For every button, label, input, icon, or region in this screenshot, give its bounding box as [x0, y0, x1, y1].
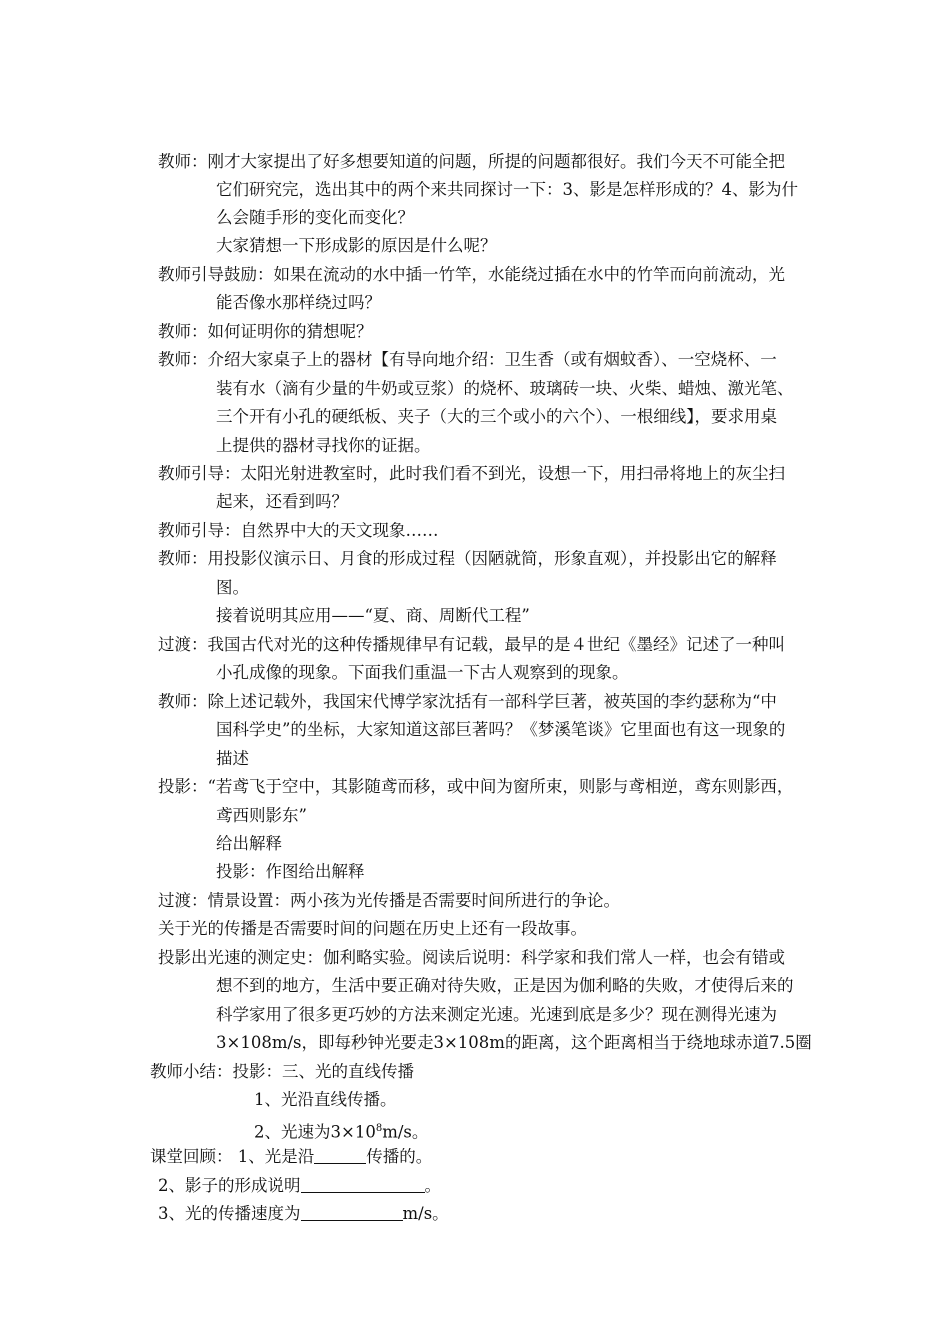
text-line: 过渡：我国古代对光的这种传播规律早有记载，最早的是４世纪《墨经》记述了一种叫: [158, 635, 785, 654]
text-line: 教师引导：自然界中大的天文现象……: [158, 521, 439, 540]
review-q3-text: 3、光的传播速度为: [158, 1204, 301, 1223]
fill-blank-3[interactable]: [301, 1204, 403, 1221]
text-line: 上提供的器材寻找你的证据。: [216, 436, 431, 455]
text-line: 教师引导鼓励：如果在流动的水中插一竹竿，水能绕过插在水中的竹竿而向前流动，光: [158, 265, 785, 284]
text-line: 教师：介绍大家桌子上的器材【有导向地介绍：卫生香（或有烟蚊香）、一空烧杯、一: [158, 350, 777, 369]
text-line: 关于光的传播是否需要时间的问题在历史上还有一段故事。: [158, 919, 587, 938]
text-line: 教师引导：太阳光射进教室时，此时我们看不到光，设想一下，用扫帚将地上的灰尘扫: [158, 464, 785, 483]
text-line: 能否像水那样绕过吗？: [216, 293, 381, 312]
text-line: 它们研究完，选出其中的两个来共同探讨一下：3、影是怎样形成的？4、影为什: [216, 180, 798, 199]
text-line: 投影：“若鸢飞于空中，其影随鸢而移，或中间为窗所束，则影与鸢相逆，鸢东则影西，: [158, 777, 794, 796]
text-line: 图。: [216, 578, 249, 597]
exponent: 8: [375, 1123, 383, 1134]
text-line: 过渡：情景设置：两小孩为光传播是否需要时间所进行的争论。: [158, 891, 620, 910]
text-line: 接着说明其应用——“夏、商、周断代工程”: [216, 606, 530, 625]
text-line: 描述: [216, 749, 249, 768]
review-q1-text: 课堂回顾： 1、光是沿: [150, 1147, 315, 1166]
text-line: 科学家用了很多更巧妙的方法来测定光速。光速到底是多少？现在测得光速为: [216, 1005, 777, 1024]
fill-blank-1[interactable]: [314, 1147, 366, 1164]
text-line: 投影出光速的测定史：伽利略实验。阅读后说明：科学家和我们常人一样，也会有错或: [158, 948, 785, 967]
review-q3-tail: m/s。: [402, 1204, 449, 1223]
text-line: 装有水（滴有少量的牛奶或豆浆）的烧杯、玻璃砖一块、火柴、蜡烛、激光笔、: [216, 379, 794, 398]
text-line: 教师：除上述记载外，我国宋代博学家沈括有一部科学巨著，被英国的李约瑟称为“中: [158, 692, 777, 711]
review-q1-tail: 传播的。: [366, 1147, 433, 1166]
review-question-2: [158, 1176, 441, 1196]
text-line: 起来，还看到吗？: [216, 492, 348, 511]
text-line: 想不到的地方，生活中要正确对待失败，正是因为伽利略的失败，才使得后来的: [216, 976, 794, 995]
review-q2-text: 2、影子的形成说明: [158, 1176, 301, 1195]
text-line: 么会随手形的变化而变化？: [216, 208, 414, 227]
review-q2-tail: 。: [424, 1176, 441, 1195]
light-speed-unit: m/s。: [382, 1122, 429, 1142]
text-line: 小孔成像的现象。下面我们重温一下古人观察到的现象。: [216, 663, 629, 682]
text-line: 国科学史”的坐标，大家知道这部巨著吗？《梦溪笔谈》它里面也有这一现象的: [216, 720, 786, 739]
text-line: 教师：用投影仪演示日、月食的形成过程（因陋就简，形象直观），并投影出它的解释: [158, 549, 777, 568]
text-line: 教师小结：投影：三、光的直线传播: [150, 1062, 414, 1081]
text-line: [254, 1119, 428, 1143]
review-question-1: [150, 1147, 432, 1167]
text-line: 教师：如何证明你的猜想呢？: [158, 322, 373, 341]
text-line: 大家猜想一下形成影的原因是什么呢？: [216, 236, 497, 255]
text-line: 三个开有小孔的硬纸板、夹子（大的三个或小的六个）、一根细线】，要求用桌: [216, 407, 777, 426]
text-line: 3×108m/s，即每秒钟光要走3×108m的距离，这个距离相当于绕地球赤道7.5圈: [216, 1033, 812, 1052]
text-line: 投影：作图给出解释: [216, 862, 365, 881]
fill-blank-2[interactable]: [301, 1176, 425, 1193]
text-line: 1、光沿直线传播。: [254, 1090, 397, 1109]
light-speed-base: 2、光速为3×10: [254, 1122, 376, 1142]
text-line: 教师：刚才大家提出了好多想要知道的问题，所提的问题都很好。我们今天不可能全把: [158, 152, 785, 171]
text-line: 鸢西则影东”: [216, 806, 307, 825]
review-question-3: [158, 1204, 449, 1224]
text-line: 给出解释: [216, 834, 282, 853]
